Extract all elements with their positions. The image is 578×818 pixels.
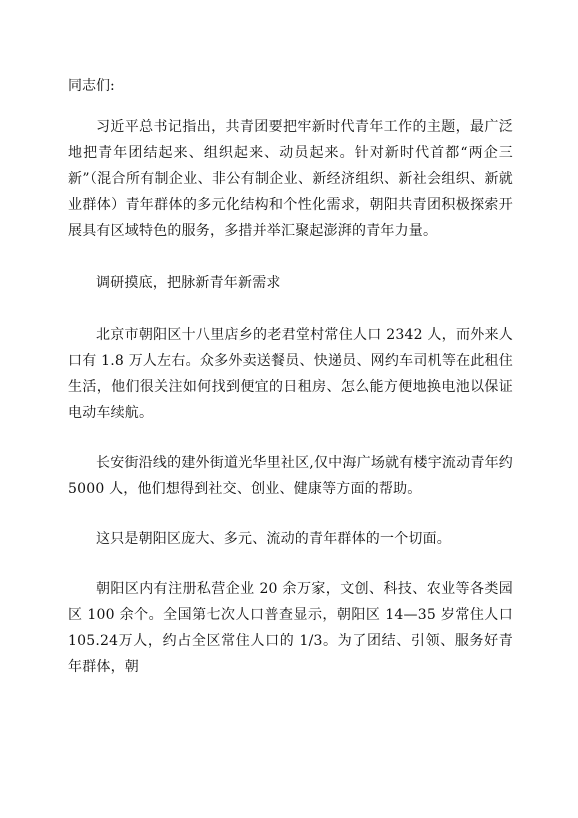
paragraph-laojuntang: 北京市朝阳区十八里店乡的老君堂村常住人口 2342 人，而外来人口有 1.8 万人左右。众多外卖送餐员、快递员、网约车司机等在此租住生活，他们很关注如何找到便宜的日租房、怎么能方便地换电池以保证电动车续航。 [68,327,513,421]
section-heading: 调研摸底，把脉新青年新需求 [96,275,281,291]
salutation: 同志们: [68,78,115,94]
paragraph-intro: 习近平总书记指出，共青团要把牢新时代青年工作的主题，最广泛地把青年团结起来、组织起来、动员起来。针对新时代首都“两企三新”（混合所有制企业、非公有制企业、新经济组织、新社会组织、新就业群体）青年群体的多元化结构和个性化需求，朝阳共青团积极探索开展具有区域特色的服务，多措并举汇聚起澎湃的青年力量。 [68,119,513,239]
paragraph-statistics: 朝阳区内有注册私营企业 20 余万家，文创、科技、农业等各类园区 100 余个。全国第七次人口普查显示，朝阳区 14—35 岁常住人口 105.24万人，约占全区常住人口的 1/3。为了团结、引领、服务好青年群体，朝 [68,581,513,675]
document-page [68,72,513,680]
paragraph-cross-section: 这只是朝阳区庞大、多元、流动的青年群体的一个切面。 [96,531,451,547]
paragraph-guanghuali: 长安街沿线的建外街道光华里社区,仅中海广场就有楼宇流动青年约 5000 人，他们想得到社交、创业、健康等方面的帮助。 [68,455,513,497]
